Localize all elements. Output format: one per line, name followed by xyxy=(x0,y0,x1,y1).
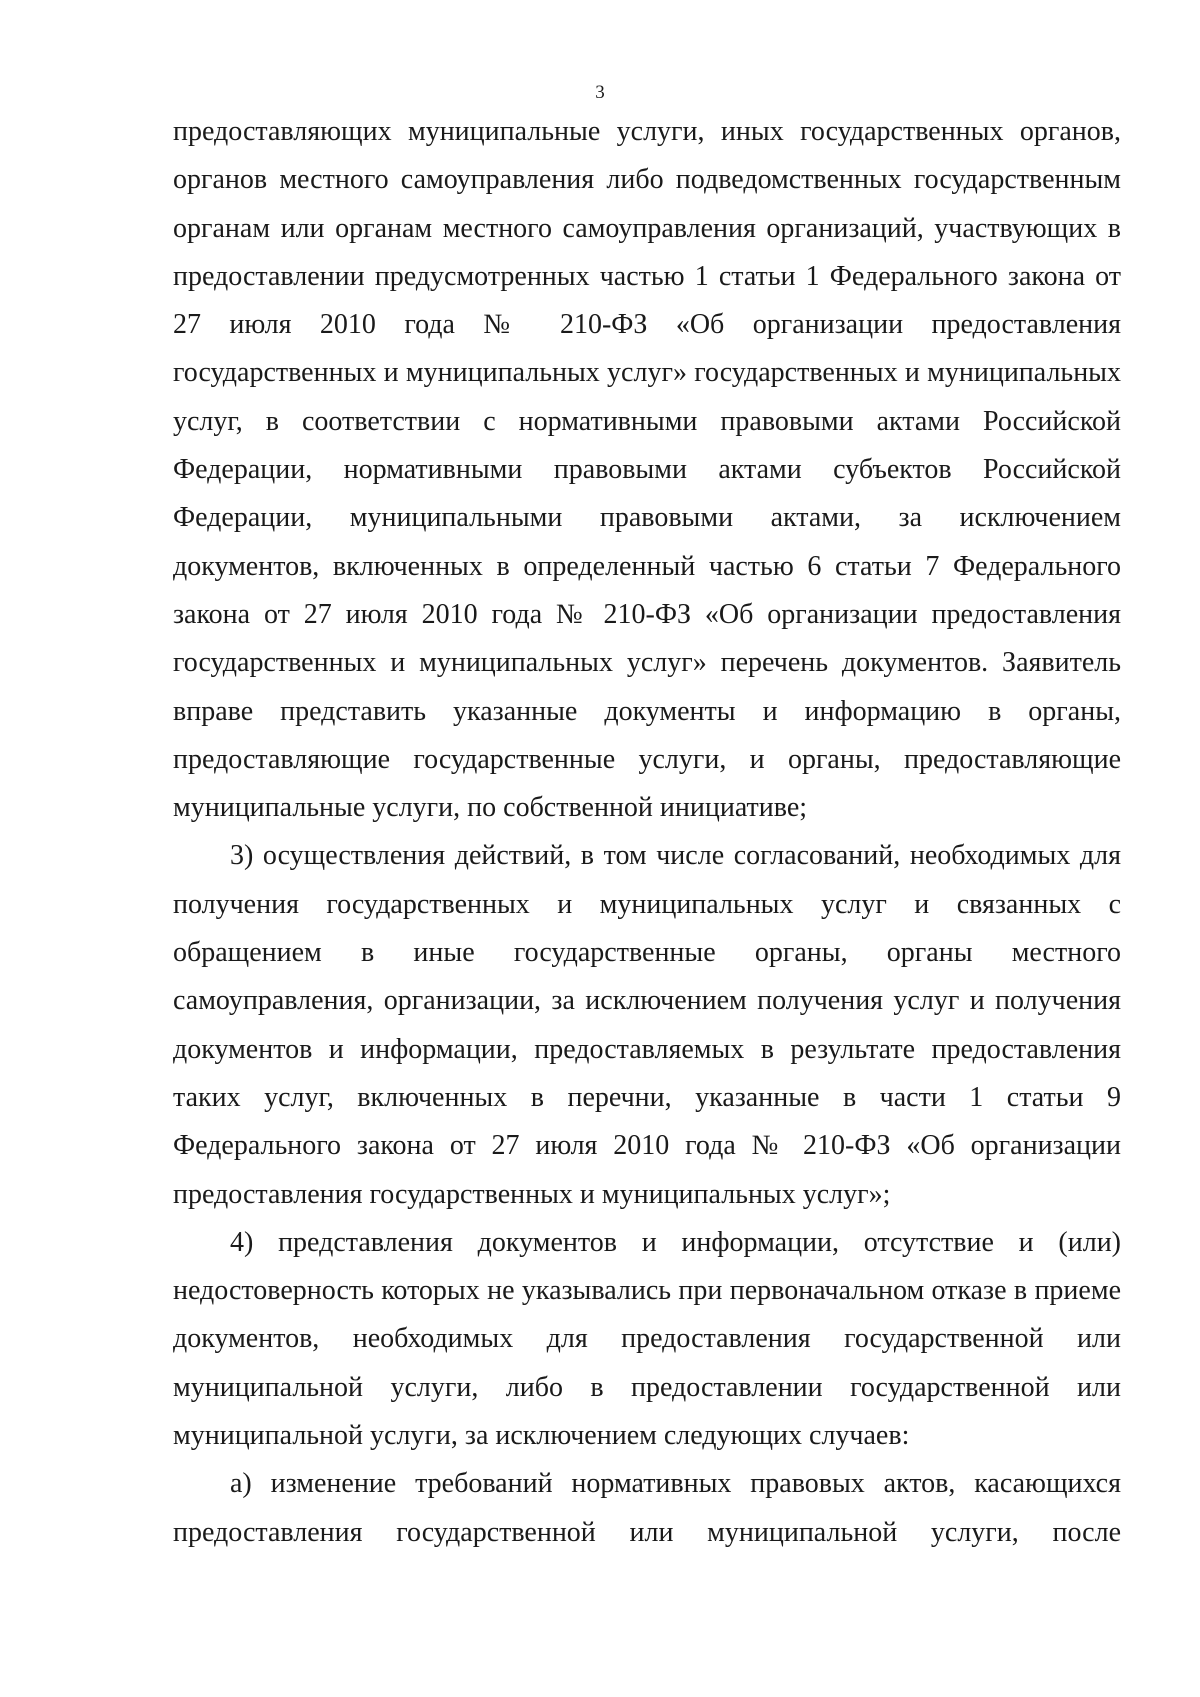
page-number: 3 xyxy=(595,82,605,103)
document-body xyxy=(173,108,1121,1557)
paragraph-item-4: 4) представления документов и информации, отсутствие и (или) недостоверность которых не указывались при первоначальном отказе в приеме документов, необходимых для предоставления государственной или муниципальной услуги, либо в предоставлении государственной или муниципальной услуги, за исключением следующих случаев: xyxy=(173,1226,1121,1452)
paragraph-item-3: 3) осуществления действий, в том числе согласований, необходимых для получения государственных и муниципальных услуг и связанных с обращением в иные государственные органы, органы местного самоуправления, организации, за исключением получения услуг и получения документов и информации, предоставляемых в результате предоставления таких услуг, включенных в перечни, указанные в части 1 статьи 9 Федерального закона от 27 июля 2010 года № 210-ФЗ «Об организации предоставления государственных и муниципальных услуг»; xyxy=(173,840,1121,1210)
paragraph-continuation: предоставляющих муниципальные услуги, иных государственных органов, органов местного самоуправления либо подведомственных государственным органам или органам местного самоуправления организаций, участвующих в предоставлении предусмотренных частью 1 статьи 1 Федерального закона от 27 июля 2010 года № 210-ФЗ «Об организации предоставления государственных и муниципальных услуг» государственных и муниципальных услуг, в соответствии с нормативными правовыми актами Российской Федерации, нормативными правовыми актами субъектов Российской Федерации, муниципальными правовыми актами, за исключением документов, включенных в определенный частью 6 статьи 7 Федерального закона от 27 июля 2010 года № 210-ФЗ «Об организации предоставления государственных и муниципальных услуг» перечень документов. Заявитель вправе представить указанные документы и информацию в органы, предоставляющие государственные услуги, и органы, предоставляющие муниципальные услуги, по собственной инициативе; xyxy=(173,116,1121,824)
paragraph-subitem-a: а) изменение требований нормативных правовых актов, касающихся предоставления государственной или муниципальной услуги, после xyxy=(173,1468,1121,1548)
